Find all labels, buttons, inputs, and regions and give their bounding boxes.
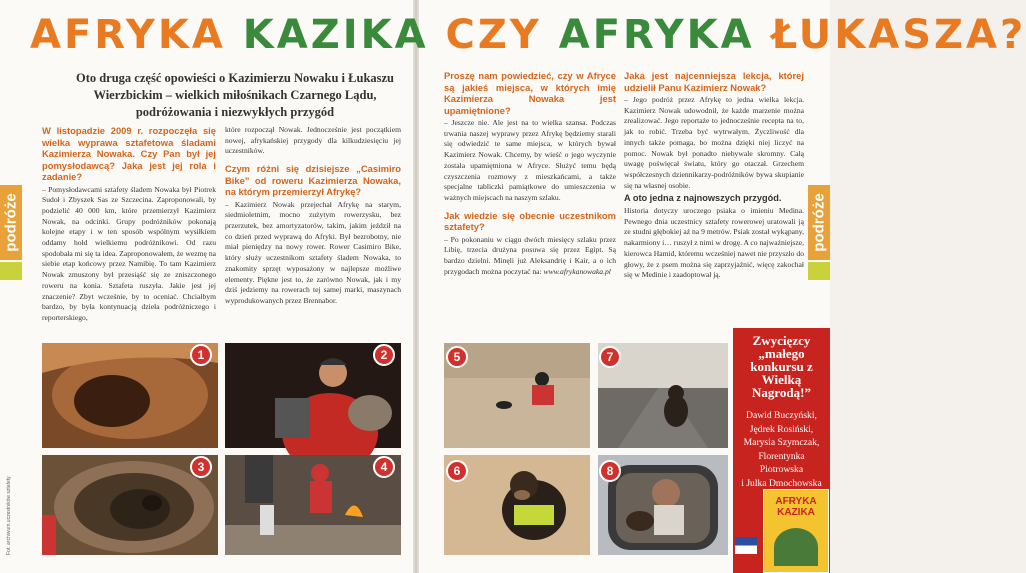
winner-name: Marysia Szymczak, xyxy=(743,437,820,448)
title-part-2: KAZIKA xyxy=(242,12,429,58)
section-tab-left xyxy=(0,185,22,260)
photo-credit xyxy=(6,455,16,555)
subheading: A oto jedna z najnowszych przygód. xyxy=(624,193,782,204)
question-2: Czym różni się dzisiejsze „Casimiro Bike” od roweru Kazimierza Nowaka, na którym przemierzył Afrykę? xyxy=(225,163,401,198)
winners-names xyxy=(733,409,830,490)
question-4: Jak wiedzie się obecnie uczestnikom sztafety? xyxy=(444,209,616,233)
photo-badge-5: 5 xyxy=(446,346,468,368)
title-part-3: CZY xyxy=(445,12,542,58)
photo-badge-7: 7 xyxy=(599,346,621,368)
photo-badge-3: 3 xyxy=(190,456,212,478)
section-tab-dot-left xyxy=(0,262,22,280)
winner-name: Jędrek Rosiński, xyxy=(749,423,814,435)
book-illustration xyxy=(774,528,818,566)
title-part-5: ŁUKASZA? xyxy=(771,12,1026,58)
section-tab-right xyxy=(808,185,830,260)
winner-name: i Julka Dmochowska xyxy=(741,477,822,489)
question-1: W listopadzie 2009 r. rozpoczęła się wielka wyprawa sztafetowa śladami Kazimierza Nowaka. Czy Pan był jej pomysłodawcą? Jaka jest jej rola i zadanie? xyxy=(42,125,216,182)
page-title xyxy=(30,8,1026,62)
column-1 xyxy=(42,125,216,326)
section-tab-dot-right xyxy=(808,262,830,280)
answer-6: Historia dotyczy uroczego psiaka o imieniu Medina. Pewnego dnia uczestnicy sztafety rowerowej uratowali ją ze studni głębokiej aż na 9 metrów. Psiak został wykąpany, nakarmiony i… ruszył z nimi w drogę. A co najważniejsze, kierowca Hamid, któremu wcześniej nawet nie przyszło do głowy, że z psem można się zaprzyjaźnić, więcę zakochał się w Medinie i zaadoptował ją. xyxy=(624,206,804,280)
answer-4 xyxy=(444,235,616,278)
photo-badge-2: 2 xyxy=(373,344,395,366)
title-part-1: AFRYKA xyxy=(30,12,226,58)
photo-badge-1: 1 xyxy=(190,344,212,366)
photo-badge-8: 8 xyxy=(599,460,621,482)
book-title: AFRYKA KAZIKA xyxy=(775,496,817,518)
answer-1: – Pomysłodawcami sztafety śladem Nowaka był Piotrek Sudoł i Zbyszek Sas ze Szczecina. Zaproponowali, by podzielić 40 000 km, które przemierzył Kazimierz Nowak, na odcinki. Grupy podróżników pokonają kolejne etapy i w ten sposób wspólnym wysiłkiem oddamy hołd wielkiemu podróżnikowi. Od razu spodobała mi się ta idea. Zaproponowałem, że wezmę na siebie etap końcowy przez Namibię. To tam Kazimierz Nowak zmuszony był przesiąść się ze zniszczonego roweru na konia. Sztafeta ruszyła. Jakie jest jej znaczenie? Zbyt wcześnie, by to oceniać. Chciałbym bardzo, by była kontynuacją dzieła podróżniczego i reporterskiego, xyxy=(42,184,216,322)
book-cover xyxy=(763,489,829,573)
winner-name: Dawid Buczyński, xyxy=(746,410,817,421)
photo-credit-text: Fot. archiwum uczestników sztafety xyxy=(6,476,12,555)
lede: Oto druga część opowieści o Kazimierzu Nowaku i Łukaszu Wierzbickim – wielkich miłośnikach Czarnego Lądu, podróżowania i niezwykłych przygód xyxy=(75,71,395,119)
answer-4-text: – Po pokonaniu w ciągu dwóch miesięcy szlaku przez Libię, trzecia drużyna posuwa się przez Egipt. Są bardzo dzielni. Minęli już Aleksandrię i Kair, a o ich przygodach można poczytać na: xyxy=(444,234,616,276)
page-gutter xyxy=(413,0,419,573)
title-part-4: AFRYKA xyxy=(558,12,755,58)
photo-badge-4: 4 xyxy=(373,456,395,478)
winner-name: Piotrowska xyxy=(759,464,804,475)
answer-2: – Kazimierz Nowak przejechał Afrykę na starym, siedmioletnim, mocno zużytym rowerzysku, bez przerzutek, bez amortyzatorów, takim, jakim jeździł na co dzień przed wyprawą do Afryki. Był bezrobotny, nie miał pieniędzy na nowy rower. Rower Casimiro Bike, który służy uczestnikom sztafety śladem Nowaka, to znakomity sprzęt wyposażony w najlepsze możliwe elementy. Piękne jest to, że zarówno Nowak, jak i my dziś jedziemy na rowerach tej samej marki, maszynach wyprodukowanych przez Brennabor. xyxy=(225,199,401,305)
winners-title: Zwycięzcy „małego konkursu z Wielką Nagrodą!” xyxy=(750,333,813,400)
column-2 xyxy=(225,125,401,309)
website-link[interactable]: www.afrykanowaka.pl xyxy=(543,266,611,276)
section-tab-label: podróże xyxy=(810,193,828,252)
photo-badge-6: 6 xyxy=(446,460,468,482)
answer-1-continued: które rozpoczął Nowak. Jednocześnie jest początkiem nowej, afrykańskiej przygody dla kilkudziesięciu jej uczestników. xyxy=(225,125,401,156)
question-5: Jaka jest najcenniejsza lekcja, której udzielił Panu Kazimierz Nowak? xyxy=(624,70,804,93)
question-3: Proszę nam powiedzieć, czy w Afryce są jakieś miejsca, w których imię Kazimierza Nowaka jest upamiętnione? xyxy=(444,70,616,116)
section-tab-label: podróże xyxy=(2,193,20,252)
winner-name: Florentynka xyxy=(758,450,805,462)
contest-winners-panel xyxy=(733,328,830,573)
flag-icon xyxy=(735,537,757,563)
column-3 xyxy=(444,70,616,279)
answer-3: – Jeszcze nie. Ale jest na to wielka szansa. Podczas trwania naszej wyprawy przez Afrykę będziemy starali się odwiedzić te same miejsca, w których bywał Kazimierz Nowak. Chcemy, by wieść o jego wyczynie została upamiętniona w Afryce. Służyć temu będą czyszczenia rozmowy z mieszkańcami, a także specjalne tabliczki pamiątkowe do umieszczenia w ważnych miejscach na naszym szlaku. xyxy=(444,118,616,202)
answer-5: – Jego podróż przez Afrykę to jedna wielka lekcja. Kazimierz Nowak udowodnił, że każde marzenie można zrealizować. Jego reportaże to jednocześnie recepta na to, jak to robić. Trzeba być wytrwałym. Życzliwość dla innych także pomaga, bo można dzięki niej liczyć na pomoc. Nowak był ponadto niebywale skromny. Całą uwagę poświęcał światu, który go otaczał. Grzechem współczesnych dziennikarzy-podróżników bywa skupianie się na własnej osobie. xyxy=(624,95,804,190)
column-4 xyxy=(624,70,804,283)
